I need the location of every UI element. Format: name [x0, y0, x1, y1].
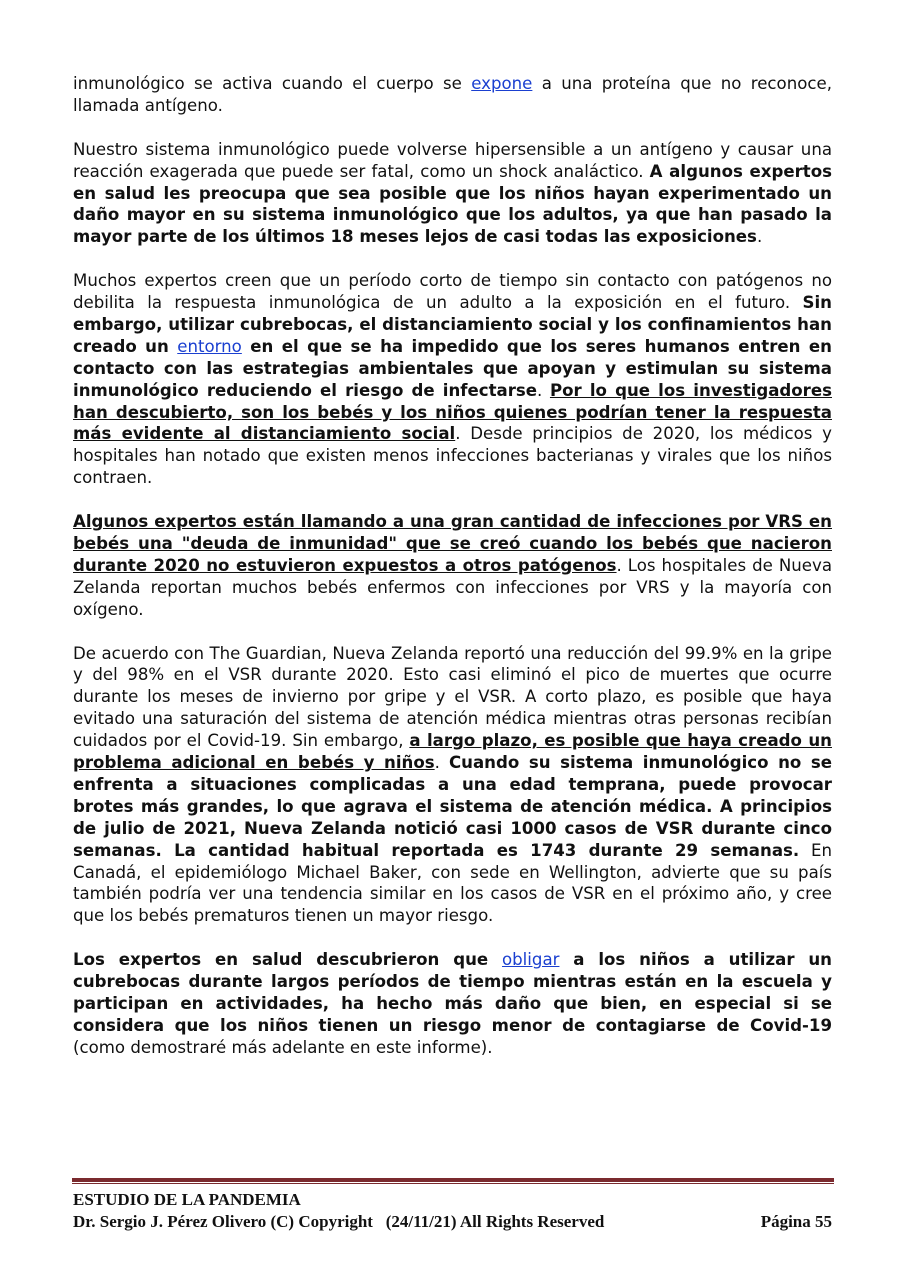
text-run: . [756, 227, 763, 247]
hyperlink[interactable]: expone [471, 74, 533, 93]
footer-line [73, 1212, 832, 1232]
footer-copyright: Dr. Sergio J. Pérez Olivero (C) Copyright (24/11/21) All Rights Reserved [73, 1212, 605, 1231]
hyperlink[interactable]: entorno [177, 336, 242, 356]
paragraph [73, 139, 832, 249]
footer-rule [72, 1178, 834, 1182]
paragraph [73, 949, 832, 1059]
hyperlink[interactable]: obligar [502, 950, 560, 970]
paragraph [73, 270, 832, 489]
text-run: . [537, 380, 550, 400]
text-run: Muchos expertos creen que un período corto de tiempo sin contacto con patógenos no debilita la respuesta inmunológica de un adulto a la exposición en el futuro. [73, 271, 832, 313]
bold-text: a los niños a utilizar un cubrebocas durante largos períodos de tiempo mientras están en la escuela y participan en actividades, ha hecho más daño que bien, en especial si se considera que los niños tienen un riesgo menor de contagiarse de Covid-19 [73, 950, 832, 1035]
text-run: inmunológico se activa cuando el cuerpo se [73, 74, 472, 93]
bold-text: Los expertos en salud descubrieron que [73, 950, 502, 970]
footer-rule-thin [72, 1183, 834, 1184]
bold-text: Sin embargo, utilizar cubrebocas, el distanciamiento social y los confinamientos han creado un [73, 293, 832, 356]
paragraph [73, 643, 832, 928]
text-run: a una proteína que no reconoce, llamada antígeno. [73, 74, 832, 115]
footer-page-number: Página 55 [760, 1212, 832, 1231]
text-run: (como demostraré más adelante en este informe). [73, 1037, 493, 1057]
footer-title: ESTUDIO DE LA PANDEMIA [73, 1190, 301, 1209]
text-run: . [434, 753, 449, 773]
bold-underlined-text: a largo plazo, es posible que haya creado un problema adicional en bebés y niños [73, 731, 832, 773]
bold-text: A algunos expertos en salud les preocupa que sea posible que los niños hayan experimentado un daño mayor en su sistema inmunológico que los adultos, ya que han pasado la mayor parte de los últimos 18 meses lejos de casi todas las exposiciones [73, 161, 832, 247]
text-run: . Los hospitales de Nueva Zelanda reportan muchos bebés enfermos con infecciones por VRS y la mayoría con oxígeno. [73, 555, 832, 619]
paragraph [73, 511, 832, 621]
document-body [73, 73, 832, 1081]
bold-text: en el que se ha impedido que los seres humanos entren en contacto con las estrategias ambientales que apoyan y estimulan su sistema inmunológico reduciendo el riesgo de infectarse [73, 336, 832, 400]
text-run: De acuerdo con The Guardian, Nueva Zelanda reportó una reducción del 99.9% en la gripe y del 98% en el VSR durante 2020. Esto casi eliminó el pico de muertes que ocurre durante los meses de invierno por gripe y el VSR. A corto plazo, es posible que haya evitado una saturación del sistema de atención médica mientras otras personas recibían cuidados por el Covid-19. Sin embargo, [73, 643, 832, 751]
text-run: Nuestro sistema inmunológico puede volverse hipersensible a un antígeno y causar una reacción exagerada que puede ser fatal, como un shock analáctico. [73, 139, 832, 181]
bold-text: Cuando su sistema inmunológico no se enfrenta a situaciones complicadas a una edad temprana, puede provocar brotes más grandes, lo que agrava el sistema de atención médica. A principios de julio de 2021, Nueva Zelanda notició casi 1000 casos de VSR durante cinco semanas. La cantidad habitual reportada es 1743 durante 29 semanas. [73, 753, 832, 860]
text-run: . Desde principios de 2020, los médicos y hospitales han notado que existen menos infecciones bacterianas y virales que los niños contraen. [73, 424, 832, 488]
paragraph [73, 73, 832, 117]
bold-underlined-text: Algunos expertos están llamando a una gran cantidad de infecciones por VRS en bebés una "deuda de inmunidad" que se creó cuando los bebés que nacieron durante 2020 no estuvieron expuestos a otros patógenos [73, 512, 832, 575]
bold-underlined-text: Por lo que los investigadores han descubierto, son los bebés y los niños quienes podrían tener la respuesta más evidente al distanciamiento social [73, 380, 832, 444]
text-run: En Canadá, el epidemiólogo Michael Baker, con sede en Wellington, advierte que su país también podría ver una tendencia similar en los casos de VSR en el próximo año, y cree que los bebés prematuros tienen un mayor riesgo. [73, 840, 832, 926]
